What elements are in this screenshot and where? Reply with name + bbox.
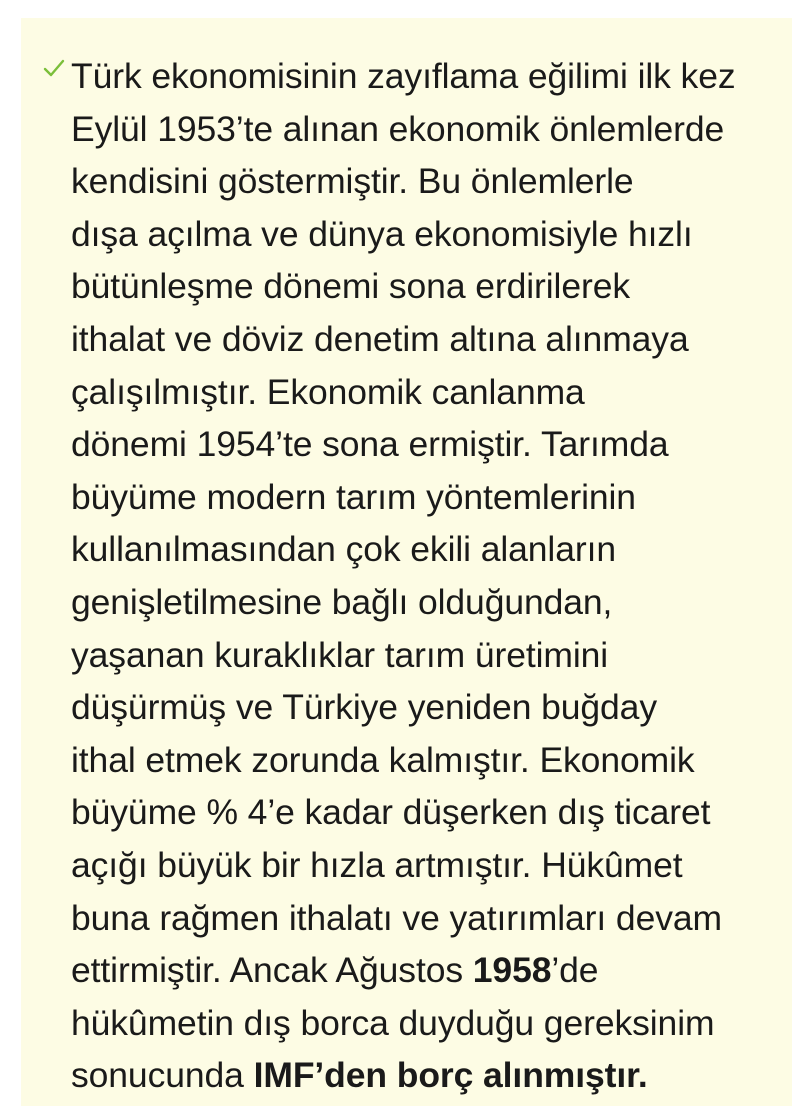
text-line [71,839,786,892]
text-segment: Türk ekonomisinin zayıflama eğilimi ilk kez [71,56,736,96]
text-segment: kendisini göstermiştir. Bu önlemlerle [71,161,634,202]
text-segment: ettirmiştir. Ancak Ağustos [71,950,473,991]
text-line [71,50,786,103]
text-segment: bütünleşme dönemi sona erdirilerek [71,266,630,307]
text-line [71,155,786,208]
text-line [71,471,786,524]
text-line [71,892,786,945]
check-icon [43,58,65,80]
text-line [71,418,786,471]
text-line [71,629,786,682]
text-line [71,1049,786,1102]
text-segment: Eylül 1953’te alınan ekonomik önlemlerde [71,108,725,149]
text-segment: hükûmetin dış borca duyduğu gereksinim [71,1002,715,1043]
text-line [71,681,786,734]
text-line [71,523,786,576]
text-segment: kullanılmasından çok ekili alanların [71,529,616,570]
text-segment: ’de [551,950,599,991]
text-line [71,313,786,366]
text-segment: yaşanan kuraklıklar tarım üretimini [71,634,609,675]
text-line [71,786,786,839]
text-segment: genişletilmesine bağlı olduğundan, [71,581,613,622]
text-segment: büyüme modern tarım yöntemlerinin [71,476,636,517]
text-segment: sonucunda [71,1055,254,1096]
text-line [71,103,786,156]
text-segment: ithal etmek zorunda kalmıştır. Ekonomik [71,739,695,780]
text-line [71,944,786,997]
text-segment: açığı büyük bir hızla artmıştır. Hükûmet [71,844,683,885]
bold-text: IMF’den borç alınmıştır. [253,1055,648,1096]
text-segment: çalışılmıştır. Ekonomik canlanma [71,371,585,412]
text-segment: büyüme % 4’e kadar düşerken dış ticaret [71,792,711,833]
text-line [71,734,786,787]
text-line [71,208,786,261]
text-segment: dönemi 1954’te sona ermiştir. Tarımda [71,424,669,465]
text-line [71,260,786,313]
text-line [71,576,786,629]
text-segment: düşürmüş ve Türkiye yeniden buğday [71,687,657,728]
bold-text: 1958 [472,950,552,991]
note-paragraph [71,50,786,1102]
text-segment: buna rağmen ithalatı ve yatırımları devam [71,897,722,938]
text-segment: dışa açılma ve dünya ekonomisiyle hızlı [71,213,693,254]
text-line [71,366,786,419]
text-line [71,997,786,1050]
note-box [21,18,792,1106]
text-segment: ithalat ve döviz denetim altına alınmaya [71,318,689,359]
